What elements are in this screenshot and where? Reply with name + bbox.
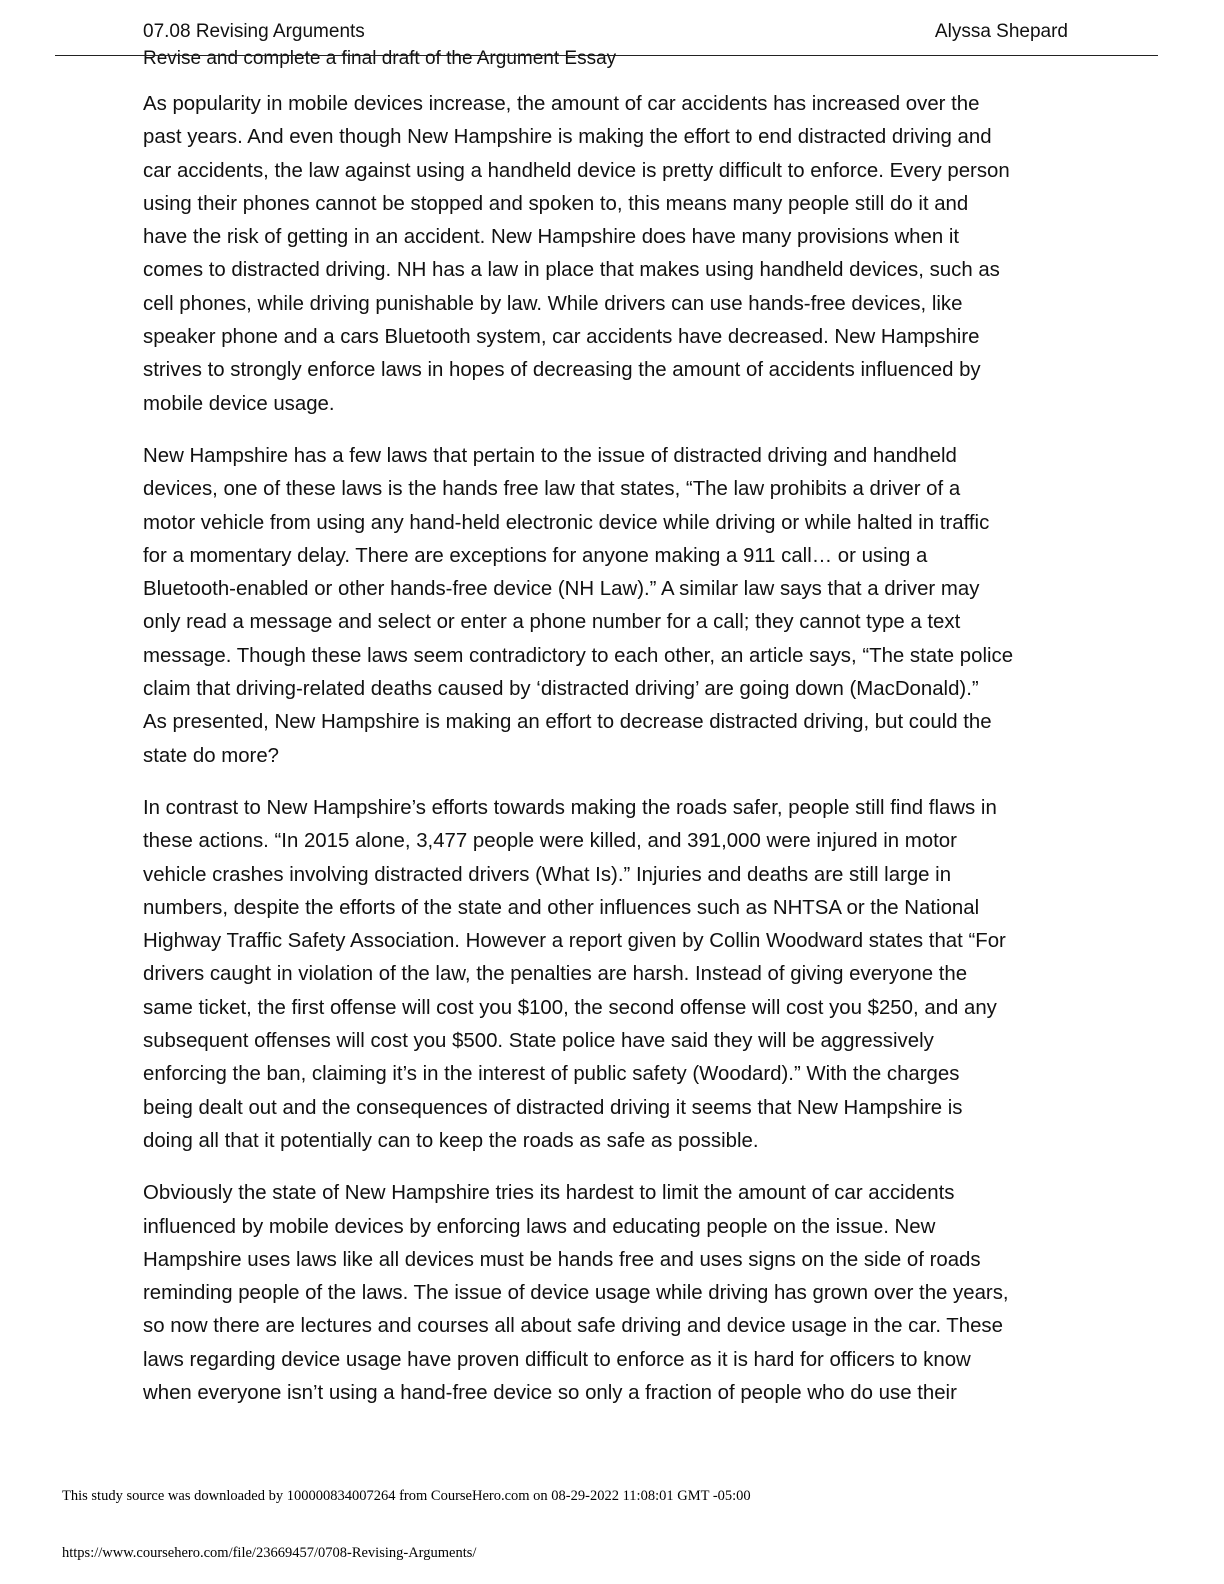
essay-paragraph-4: [143, 1177, 1078, 1410]
assignment-subtitle: Revise and complete a final draft of the Argument Essay: [143, 48, 617, 69]
essay-paragraph-3: [143, 792, 1078, 1158]
paragraph-line: Obviously the state of New Hampshire tries its hardest to limit the amount of car accidents: [143, 1182, 955, 1205]
paragraph-line: doing all that it potentially can to keep the roads as safe as possible.: [143, 1129, 759, 1152]
paragraph-line: Highway Traffic Safety Association. However a report given by Collin Woodward states that “For: [143, 930, 1006, 953]
paragraph-line: As popularity in mobile devices increase, the amount of car accidents has increased over the: [143, 93, 980, 115]
essay-paragraph-2: [143, 440, 1078, 773]
paragraph-line: using their phones cannot be stopped and spoken to, this means many people still do it and: [143, 192, 969, 215]
assignment-title: 07.08 Revising Arguments: [143, 21, 365, 42]
paragraph-line: so now there are lectures and courses all about safe driving and device usage in the car. These: [143, 1315, 1003, 1338]
essay-body: [143, 88, 1078, 1429]
paragraph-line: enforcing the ban, claiming it’s in the interest of public safety (Woodard).” With the charges: [143, 1063, 960, 1086]
paragraph-line: these actions. “In 2015 alone, 3,477 people were killed, and 391,000 were injured in motor: [143, 830, 957, 853]
paragraph-line: vehicle crashes involving distracted drivers (What Is).” Injuries and deaths are still large in: [143, 863, 952, 886]
paragraph-line: past years. And even though New Hampshire is making the effort to end distracted driving and: [143, 126, 992, 149]
paragraph-line: car accidents, the law against using a handheld device is pretty difficult to enforce. Every person: [143, 159, 1010, 182]
paragraph-line: being dealt out and the consequences of distracted driving it seems that New Hampshire is: [143, 1096, 963, 1119]
paragraph-line: message. Though these laws seem contradictory to each other, an article says, “The state police: [143, 644, 1014, 667]
paragraph-line: subsequent offenses will cost you $500. State police have said they will be aggressively: [143, 1030, 934, 1053]
paragraph-line: motor vehicle from using any hand-held electronic device while driving or while halted in traffic: [143, 511, 990, 534]
author-name: Alyssa Shepard: [934, 21, 1068, 42]
paragraph-line: strives to strongly enforce laws in hopes of decreasing the amount of accidents influenced by: [143, 359, 981, 382]
paragraph-line: laws regarding device usage have proven difficult to enforce as it is hard for officers to know: [143, 1348, 971, 1371]
paragraph-line: drivers caught in violation of the law, the penalties are harsh. Instead of giving everyone the: [143, 963, 968, 986]
paragraph-line: Bluetooth-enabled or other hands-free device (NH Law).” A similar law says that a driver may: [143, 578, 980, 601]
source-url[interactable]: https://www.coursehero.com/file/23669457/0708-Revising-Arguments/: [62, 1545, 477, 1561]
paragraph-line: cell phones, while driving punishable by law. While drivers can use hands-free devices, like: [143, 292, 963, 315]
paragraph-line: devices, one of these laws is the hands free law that states, “The law prohibits a driver of a: [143, 478, 961, 501]
paragraph-line: mobile device usage.: [143, 392, 335, 415]
paragraph-line: influenced by mobile devices by enforcing laws and educating people on the issue. New: [143, 1215, 936, 1238]
paragraph-line: numbers, despite the efforts of the state and other influences such as NHTSA or the National: [143, 896, 980, 919]
paragraph-line: As presented, New Hampshire is making an effort to decrease distracted driving, but could the: [143, 711, 992, 734]
paragraph-line: for a momentary delay. There are exceptions for anyone making a 911 call… or using a: [143, 544, 928, 567]
paragraph-line: state do more?: [143, 744, 280, 767]
paragraph-line: comes to distracted driving. NH has a law in place that makes using handheld devices, such as: [143, 259, 1000, 282]
essay-paragraph-1: [143, 88, 1078, 421]
paragraph-line: In contrast to New Hampshire’s efforts towards making the roads safer, people still find flaws in: [143, 796, 997, 819]
paragraph-line: reminding people of the laws. The issue of device usage while driving has grown over the years,: [143, 1282, 1009, 1305]
paragraph-line: have the risk of getting in an accident. New Hampshire does have many provisions when it: [143, 226, 960, 249]
paragraph-line: claim that driving-related deaths caused by ‘distracted driving’ are going down (MacDonald).”: [143, 678, 979, 701]
paragraph-line: Hampshire uses laws like all devices must be hands free and uses signs on the side of roads: [143, 1248, 981, 1271]
paragraph-line: same ticket, the first offense will cost you $100, the second offense will cost you $250, and any: [143, 996, 997, 1019]
paragraph-line: only read a message and select or enter a phone number for a call; they cannot type a text: [143, 611, 961, 634]
header-divider: [55, 55, 1158, 56]
download-source-note: This study source was downloaded by 100000834007264 from CourseHero.com on 08-29-2022 11:08:01 GMT -05:00: [62, 1488, 751, 1504]
paragraph-line: speaker phone and a cars Bluetooth system, car accidents have decreased. New Hampshire: [143, 326, 980, 349]
paragraph-line: when everyone isn’t using a hand-free device so only a fraction of people who do use their: [143, 1381, 957, 1404]
paragraph-line: New Hampshire has a few laws that pertain to the issue of distracted driving and handheld: [143, 444, 957, 467]
